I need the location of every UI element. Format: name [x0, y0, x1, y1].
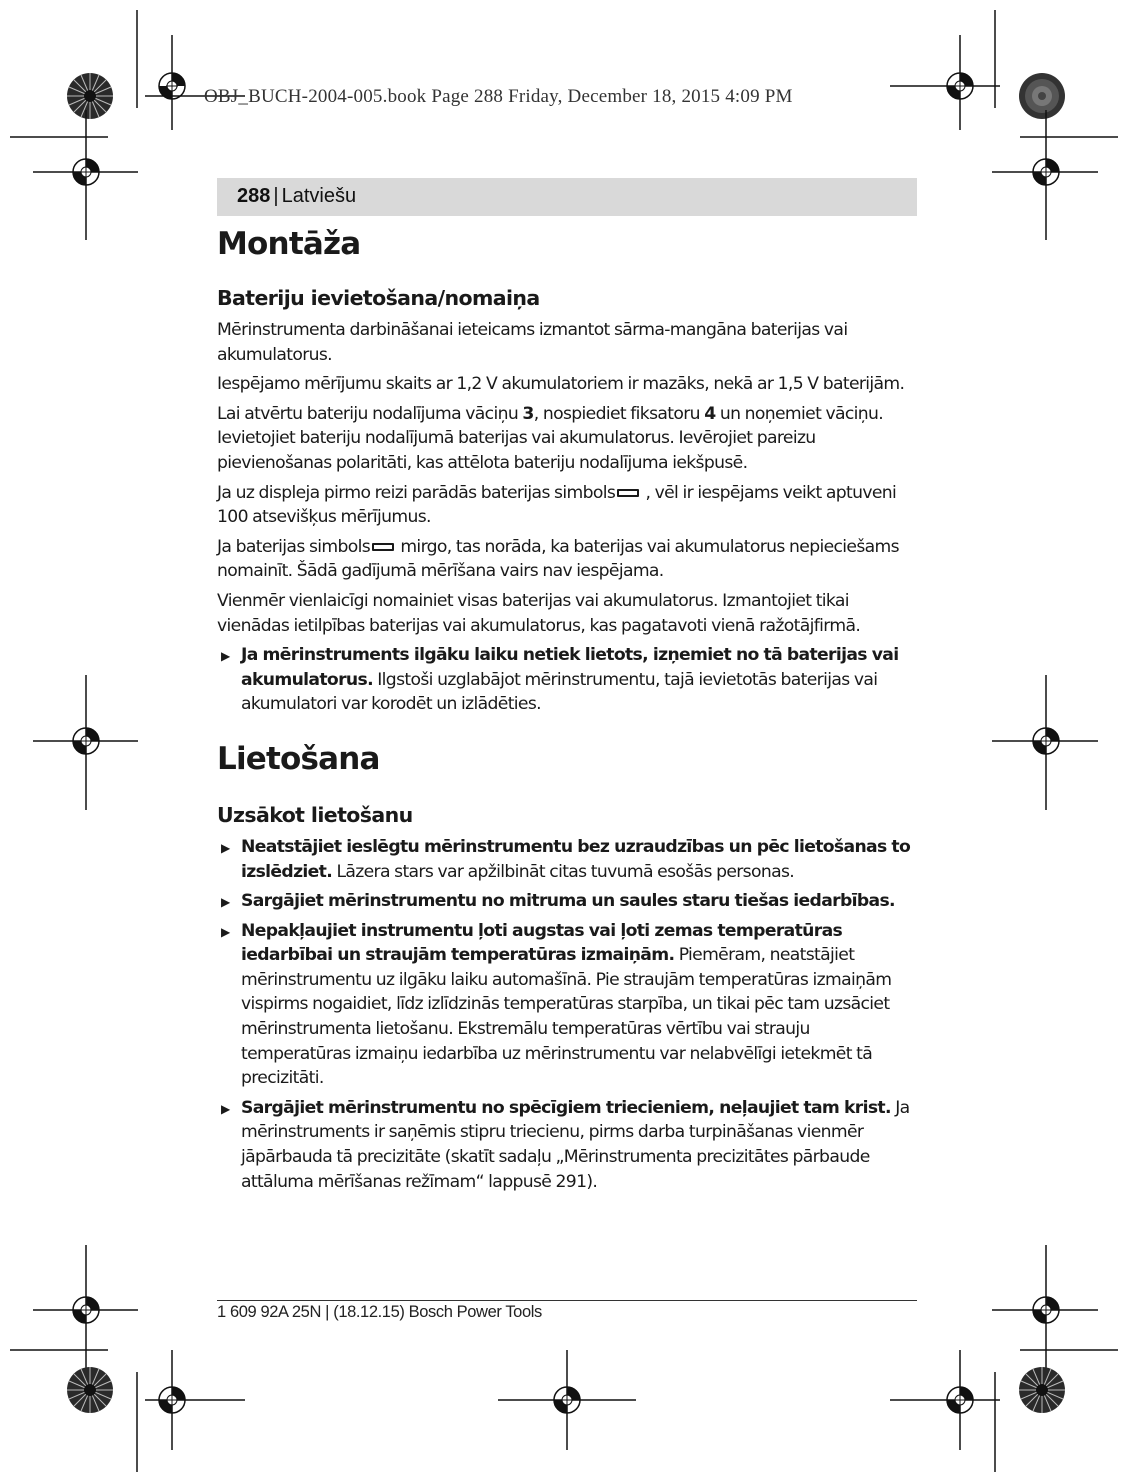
subsection-title-start-use: Uzsākot lietošanu	[217, 802, 413, 827]
paragraph: Ja baterijas simbols mirgo, tas norāda, ka baterijas vai akumulatorus nepieciešams nomainīt. Šādā gadījumā mērīšana vairs nav iespējama.	[217, 536, 899, 582]
warning-bullet: ▶ Ja mērinstruments ilgāku laiku netiek lietots, izņemiet no tā baterijas vai akumulatorus. Ilgstoši uzglabājot mērinstrumentu, tajā ievietotās baterijas vai akumulatori var korodēt un izlādēties.	[217, 643, 917, 717]
page-header-text	[237, 185, 356, 208]
page-header-bar	[217, 178, 917, 216]
warning-bullet: ▶ Nepakļaujiet instrumentu ļoti augstas vai ļoti zemas temperatūras iedarbībai un straujām temperatūras izmaiņām. Piemēram, neatstājiet mērinstrumentu uz ilgāku laiku automašīnā. Pie straujām temperatūras izmaiņām vispirms nogaidiet, līdz izlīdzinās temperatūras starpība, un tikai pēc tam uzsāciet mērinstrumenta lietošanu. Ekstremālu temperatūras vērtību vai strauju temperatūras izmaiņu iedarbība uz mērinstrumentu var nelabvēlīgi ietekmēt tā precizitāti.	[217, 919, 917, 1091]
paragraph: Ja uz displeja pirmo reizi parādās baterijas simbols , vēl ir iespējams veikt aptuveni 100 atsevišķus mērījumus.	[217, 482, 897, 528]
paragraph: Vienmēr vienlaicīgi nomainiet visas baterijas vai akumulatorus. Izmantojiet tikai vienādas ietilpības baterijas vai akumulatorus, kas pagatavoti vienā ražotājfirmā.	[217, 590, 861, 636]
section-title-montaza: Montāža	[217, 226, 361, 262]
section-montaza	[217, 222, 917, 717]
header-separator: |	[273, 185, 279, 207]
warning-bullet: ▶ Sargājiet mērinstrumentu no mitruma un saules staru tiešas iedarbības.	[217, 889, 917, 914]
subsection-title-batteries: Bateriju ievietošana/nomaiņa	[217, 286, 540, 310]
footer-rule	[217, 1300, 917, 1301]
battery-icon	[372, 543, 394, 551]
page-footer: 1 609 92A 25N | (18.12.15) Bosch Power Tools	[217, 1303, 542, 1321]
paragraph: Iespējamo mērījumu skaits ar 1,2 V akumulatoriem ir mazāks, nekā ar 1,5 V baterijām.	[217, 374, 905, 395]
warning-bullet: ▶ Neatstājiet ieslēgtu mērinstrumentu bez uzraudzības un pēc lietošanas to izslēdziet. Lāzera stars var apžilbināt citas tuvumā esošās personas.	[217, 835, 917, 884]
section-title-lietosana: Lietošana	[217, 740, 380, 777]
warning-bullet: ▶ Sargājiet mērinstrumentu no spēcīgiem triecieniem, neļaujiet tam krist. Ja mērinstruments ir saņēmis stipru triecienu, pirms darba turpināšanas vienmēr jāpārbauda tā precizitāte (skatīt sadaļu „Mērinstrumenta precizitātes pārbaude attāluma mērīšanas režīmam“ lappusē 291).	[217, 1096, 917, 1194]
section-lietosana	[217, 737, 917, 1194]
paragraph: Mērinstrumenta darbināšanai ieteicams izmantot sārma-mangāna baterijas vai akumulatorus.	[217, 320, 848, 365]
battery-icon	[617, 489, 639, 497]
page-number: 288	[237, 185, 271, 207]
header-language: Latviešu	[281, 185, 357, 207]
paragraph: Lai atvērtu bateriju nodalījuma vāciņu 3, nospiediet fiksatoru 4 un noņemiet vāciņu. Ievietojiet bateriju nodalījumā baterijas vai akumulatorus. Ievērojiet pareizu pievienošanas polaritāti, kas attēlota bateriju nodalījuma iekšpusē.	[217, 403, 884, 473]
book-imprint-line: OBJ_BUCH-2004-005.book Page 288 Friday, December 18, 2015 4:09 PM	[204, 86, 793, 107]
page-content	[217, 222, 917, 1194]
